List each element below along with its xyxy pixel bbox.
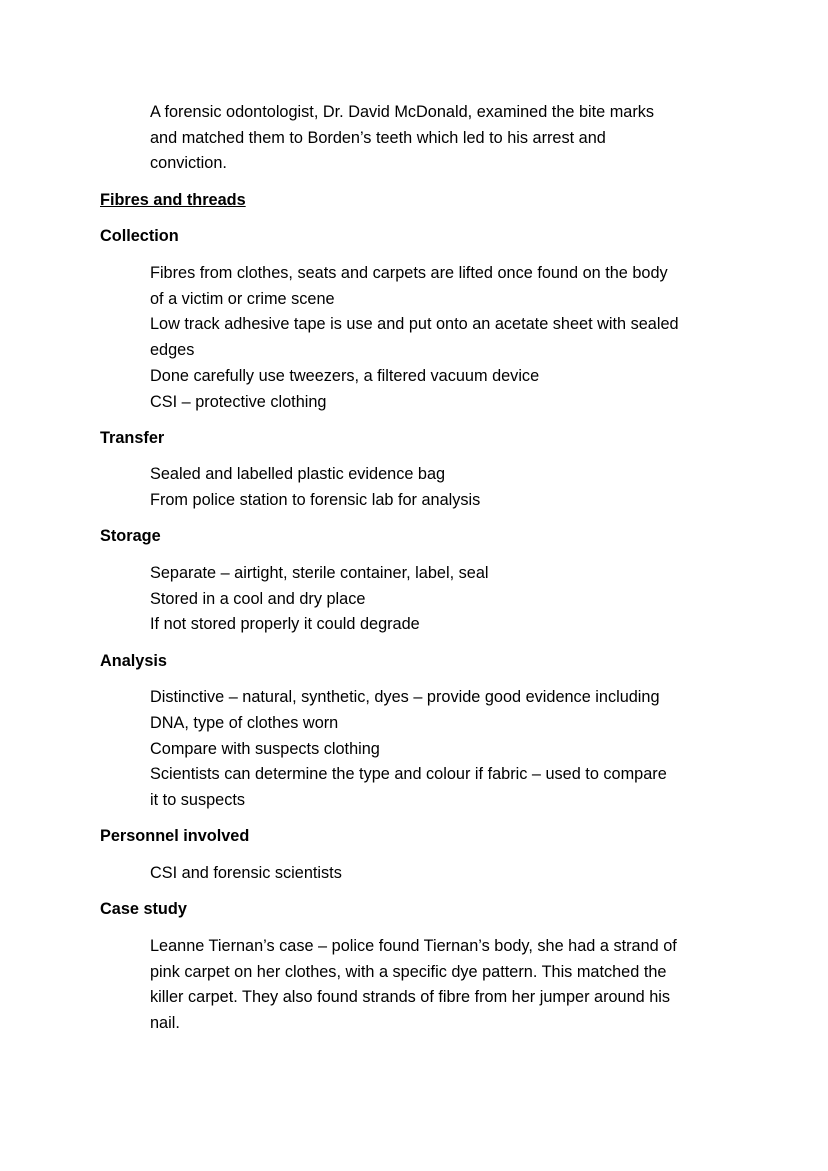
heading-text: Transfer: [100, 428, 165, 447]
text-line: A forensic odontologist, Dr. David McDonald, examined the bite marks: [150, 103, 655, 121]
text-line: and matched them to Borden’s teeth which led to his arrest and: [150, 128, 606, 147]
text-line: Done carefully use tweezers, a filtered vacuum device: [150, 366, 540, 385]
text-line: DNA, type of clothes worn: [150, 714, 339, 733]
text-line: Fibres from clothes, seats and carpets are lifted once found on the body: [150, 264, 668, 283]
text-line: CSI – protective clothing: [150, 392, 327, 411]
heading-text: Personnel involved: [100, 827, 250, 846]
text-line: killer carpet. They also found strands of fibre from her jumper around his: [150, 988, 671, 1007]
text-line: Separate – airtight, sterile container, label, seal: [150, 564, 489, 583]
heading-text: Collection: [100, 227, 179, 246]
heading-text: Storage: [100, 527, 161, 546]
paragraph: [0, 685, 828, 814]
text-line: nail.: [150, 1014, 180, 1033]
paragraph: [0, 934, 828, 1037]
subheading: [0, 897, 828, 923]
heading-text: Analysis: [100, 651, 167, 670]
paragraph: [0, 261, 828, 415]
section-title: [0, 188, 828, 214]
text-line: CSI and forensic scientists: [150, 864, 342, 883]
text-line: From police station to forensic lab for analysis: [150, 491, 481, 510]
subheading: [0, 824, 828, 850]
paragraph: [0, 561, 828, 638]
heading-text: Case study: [100, 900, 187, 919]
document-page: [0, 100, 828, 1047]
text-line: Scientists can determine the type and colour if fabric – used to compare: [150, 765, 667, 784]
text-line: conviction.: [150, 154, 227, 173]
subheading: [0, 224, 828, 250]
text-line: pink carpet on her clothes, with a specific dye pattern. This matched the: [150, 962, 667, 981]
paragraph: [0, 861, 828, 887]
text-line: it to suspects: [150, 791, 246, 810]
subheading: [0, 524, 828, 550]
text-line: Sealed and labelled plastic evidence bag: [150, 465, 446, 484]
subheading: [0, 426, 828, 452]
paragraph: [0, 100, 828, 177]
text-line: If not stored properly it could degrade: [150, 615, 420, 634]
heading-text: Fibres and threads: [100, 190, 246, 209]
text-line: of a victim or crime scene: [150, 289, 335, 308]
text-line: edges: [150, 341, 195, 360]
text-line: Stored in a cool and dry place: [150, 589, 366, 608]
text-line: Low track adhesive tape is use and put onto an acetate sheet with sealed: [150, 315, 679, 334]
text-line: Leanne Tiernan’s case – police found Tiernan’s body, she had a strand of: [150, 936, 677, 955]
text-line: Distinctive – natural, synthetic, dyes – provide good evidence including: [150, 688, 660, 707]
text-line: Compare with suspects clothing: [150, 739, 380, 758]
subheading: [0, 649, 828, 675]
paragraph: [0, 462, 828, 513]
